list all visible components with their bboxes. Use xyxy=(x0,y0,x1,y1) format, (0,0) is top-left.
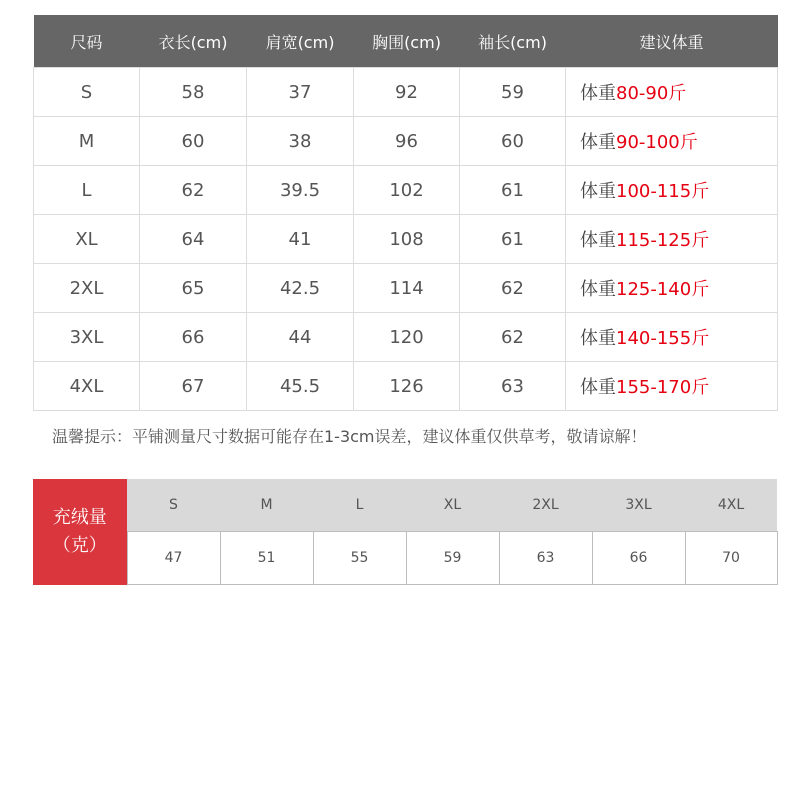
length-cell: 64 xyxy=(140,215,247,264)
header-length: 衣长(cm) xyxy=(140,15,247,68)
length-cell: 65 xyxy=(140,264,247,313)
size-cell: 2XL xyxy=(34,264,140,313)
size-cell: L xyxy=(34,166,140,215)
fill-size-cell: 2XL xyxy=(499,479,592,532)
chest-cell: 108 xyxy=(354,215,460,264)
size-cell: M xyxy=(34,117,140,166)
length-cell: 67 xyxy=(140,362,247,411)
weight-prefix: 体重 xyxy=(580,230,616,251)
fill-size-cell: L xyxy=(313,479,406,532)
shoulder-cell: 41 xyxy=(247,215,354,264)
fill-size-cell: 3XL xyxy=(592,479,685,532)
weight-cell xyxy=(566,362,778,411)
weight-prefix: 体重 xyxy=(580,328,616,349)
size-cell: S xyxy=(34,68,140,117)
header-weight: 建议体重 xyxy=(566,15,778,68)
size-chart-header xyxy=(34,15,778,68)
fill-size-cell: S xyxy=(127,479,220,532)
weight-prefix: 体重 xyxy=(580,377,616,398)
table-row xyxy=(34,362,778,411)
sleeve-cell: 62 xyxy=(460,264,566,313)
chest-cell: 114 xyxy=(354,264,460,313)
weight-range: 155-170斤 xyxy=(616,377,710,398)
weight-range: 115-125斤 xyxy=(616,230,710,251)
chest-cell: 92 xyxy=(354,68,460,117)
fill-value-cell: 55 xyxy=(313,532,406,585)
weight-cell xyxy=(566,166,778,215)
size-cell: 4XL xyxy=(34,362,140,411)
table-row xyxy=(34,313,778,362)
table-row xyxy=(34,166,778,215)
fill-value-cell: 70 xyxy=(685,532,777,585)
weight-prefix: 体重 xyxy=(580,83,616,104)
size-cell: XL xyxy=(34,215,140,264)
size-cell: 3XL xyxy=(34,313,140,362)
fill-value-cell: 66 xyxy=(592,532,685,585)
measurement-tip: 温馨提示：平铺测量尺寸数据可能存在1-3cm误差，建议体重仅供草考，敬请谅解！ xyxy=(52,427,647,446)
length-cell: 66 xyxy=(140,313,247,362)
size-chart-body xyxy=(34,68,778,411)
weight-range: 80-90斤 xyxy=(616,83,687,104)
fill-size-cell: XL xyxy=(406,479,499,532)
length-cell: 62 xyxy=(140,166,247,215)
weight-cell xyxy=(566,117,778,166)
sleeve-cell: 61 xyxy=(460,166,566,215)
table-row xyxy=(34,117,778,166)
shoulder-cell: 44 xyxy=(247,313,354,362)
shoulder-cell: 42.5 xyxy=(247,264,354,313)
weight-cell xyxy=(566,215,778,264)
header-chest: 胸围(cm) xyxy=(354,15,460,68)
weight-cell xyxy=(566,313,778,362)
weight-prefix: 体重 xyxy=(580,132,616,153)
weight-prefix: 体重 xyxy=(580,279,616,300)
length-cell: 60 xyxy=(140,117,247,166)
length-cell: 58 xyxy=(140,68,247,117)
size-chart-table xyxy=(33,15,778,411)
weight-range: 90-100斤 xyxy=(616,132,698,153)
fill-weight-table xyxy=(33,479,778,585)
weight-range: 140-155斤 xyxy=(616,328,710,349)
fill-weight-label xyxy=(33,479,127,585)
header-sleeve: 袖长(cm) xyxy=(460,15,566,68)
shoulder-cell: 45.5 xyxy=(247,362,354,411)
fill-value-row xyxy=(33,532,777,585)
weight-prefix: 体重 xyxy=(580,181,616,202)
fill-value-cell: 59 xyxy=(406,532,499,585)
weight-range: 125-140斤 xyxy=(616,279,710,300)
sleeve-cell: 63 xyxy=(460,362,566,411)
weight-cell xyxy=(566,264,778,313)
shoulder-cell: 38 xyxy=(247,117,354,166)
fill-value-cell: 63 xyxy=(499,532,592,585)
chest-cell: 126 xyxy=(354,362,460,411)
fill-size-row xyxy=(33,479,777,532)
table-row xyxy=(34,264,778,313)
fill-value-cell: 51 xyxy=(220,532,313,585)
chest-cell: 120 xyxy=(354,313,460,362)
header-size: 尺码 xyxy=(34,15,140,68)
weight-range: 100-115斤 xyxy=(616,181,710,202)
weight-cell xyxy=(566,68,778,117)
chest-cell: 102 xyxy=(354,166,460,215)
fill-size-cell: M xyxy=(220,479,313,532)
sleeve-cell: 62 xyxy=(460,313,566,362)
table-row xyxy=(34,68,778,117)
sleeve-cell: 60 xyxy=(460,117,566,166)
fill-value-cell: 47 xyxy=(127,532,220,585)
sleeve-cell: 59 xyxy=(460,68,566,117)
chest-cell: 96 xyxy=(354,117,460,166)
fill-size-cell: 4XL xyxy=(685,479,777,532)
table-row xyxy=(34,215,778,264)
sleeve-cell: 61 xyxy=(460,215,566,264)
fill-label-line2: （克） xyxy=(52,534,107,556)
fill-label-line1: 充绒量 xyxy=(52,506,107,528)
shoulder-cell: 37 xyxy=(247,68,354,117)
header-shoulder: 肩宽(cm) xyxy=(247,15,354,68)
shoulder-cell: 39.5 xyxy=(247,166,354,215)
